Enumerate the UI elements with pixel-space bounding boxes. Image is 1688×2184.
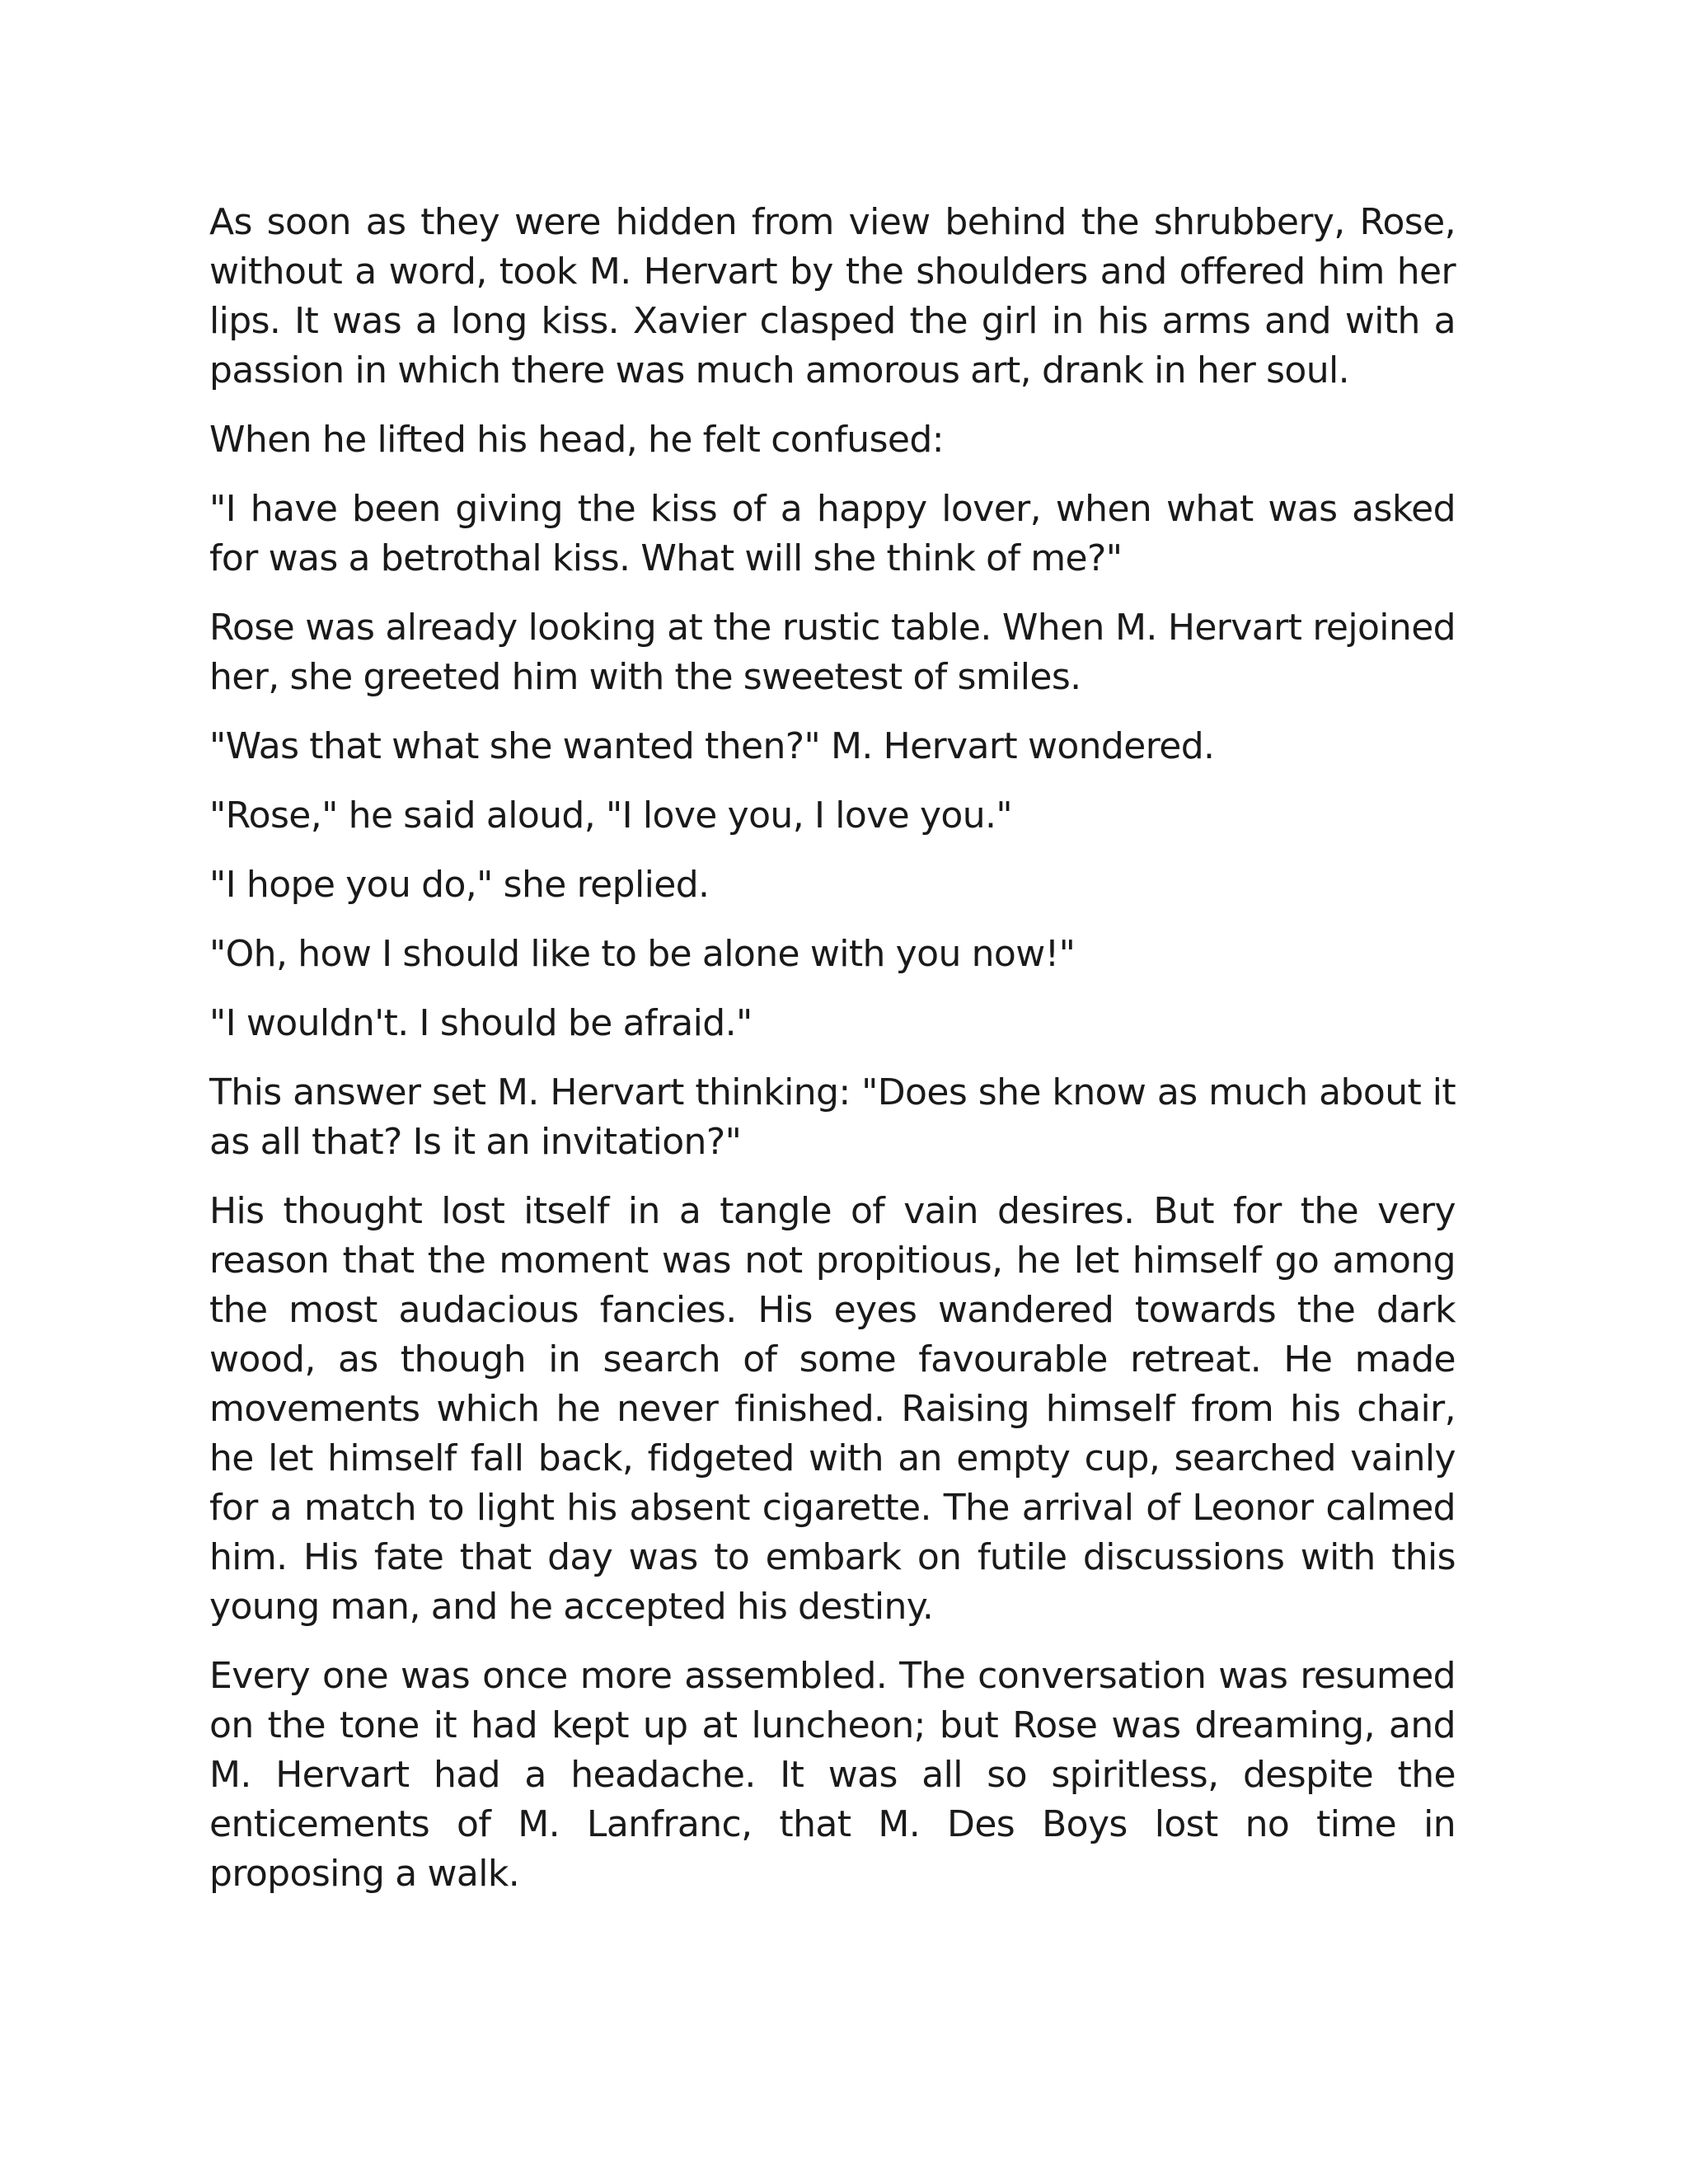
paragraph: Rose was already looking at the rustic table. When M. Hervart rejoined her, she greeted him with the sweetest of smiles.: [209, 607, 1456, 698]
paragraph: "I have been giving the kiss of a happy lover, when what was asked for was a betrothal kiss. What will she think of me?": [209, 488, 1456, 579]
paragraph: "I hope you do," she replied.: [209, 864, 710, 906]
paragraph: "Was that what she wanted then?" M. Hervart wondered.: [209, 725, 1215, 767]
paragraph: "Rose," he said aloud, "I love you, I love you.": [209, 794, 1013, 837]
paragraph: This answer set M. Hervart thinking: "Does she know as much about it as all that? Is it an invitation?": [209, 1071, 1456, 1163]
paragraph: "Oh, how I should like to be alone with you now!": [209, 933, 1076, 975]
paragraph: When he lifted his head, he felt confused:: [209, 419, 944, 461]
paragraph: His thought lost itself in a tangle of vain desires. But for the very reason that the moment was not propitious, he let himself go among the most audacious fancies. His eyes wandered towards the dark wood, as though in search of some favourable retreat. He made movements which he never finished. Raising himself from his chair, he let himself fall back, fidgeted with an empty cup, searched vainly for a match to light his absent cigarette. The arrival of Leonor calmed him. His fate that day was to embark on futile discussions with this young man, and he accepted his destiny.: [209, 1190, 1456, 1628]
paragraph: "I wouldn't. I should be afraid.": [209, 1002, 753, 1044]
document-page: [209, 198, 1456, 1919]
paragraph: Every one was once more assembled. The conversation was resumed on the tone it had kept up at luncheon; but Rose was dreaming, and M. Hervart had a headache. It was all so spiritless, despite the enticements of M. Lanfranc, that M. Des Boys lost no time in proposing a walk.: [209, 1655, 1456, 1895]
paragraph: As soon as they were hidden from view behind the shrubbery, Rose, without a word, took M. Hervart by the shoulders and offered him her lips. It was a long kiss. Xavier clasped the girl in his arms and with a passion in which there was much amorous art, drank in her soul.: [209, 201, 1456, 391]
